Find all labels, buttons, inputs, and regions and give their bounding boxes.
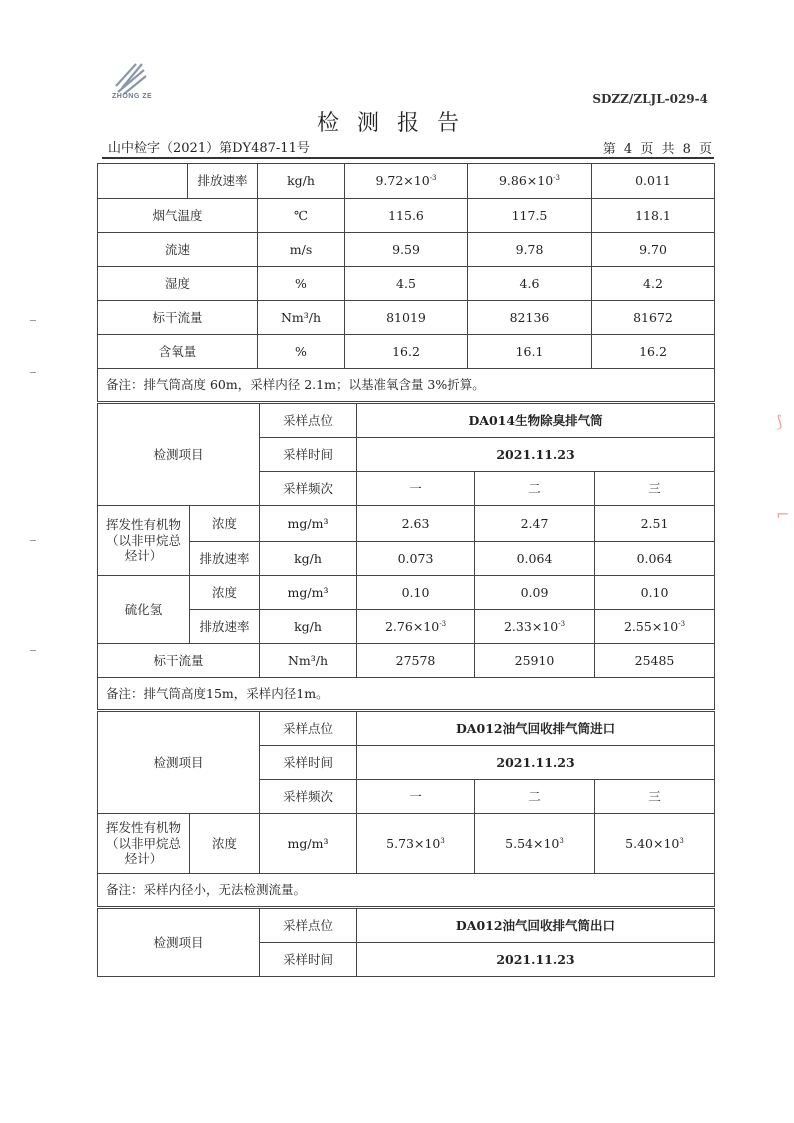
value-cell: 0.073 <box>357 542 475 576</box>
value-cell: $5.54\times 10^3$ <box>475 814 595 874</box>
time-value: 2021.11.23 <box>357 746 715 780</box>
unit-cell: % <box>258 335 345 369</box>
value-cell: 16.2 <box>345 335 468 369</box>
value-cell: 118.1 <box>592 199 715 233</box>
unit-cell: kg/h <box>260 542 357 576</box>
table-row <box>98 542 715 576</box>
value-cell: 82136 <box>468 301 592 335</box>
seal-fragment: ⌐ <box>776 505 790 524</box>
table-row <box>98 233 715 267</box>
table-row <box>98 712 715 746</box>
value-cell: 4.5 <box>345 267 468 301</box>
unit-cell: kg/h <box>258 164 345 199</box>
note-text: 备注：排气筒高度15m，采样内径1m。 <box>98 678 715 710</box>
time-label: 采样时间 <box>260 438 357 472</box>
freq-label: 采样频次 <box>260 472 357 506</box>
note-row <box>98 874 715 907</box>
unit-cell: mg/m³ <box>260 576 357 610</box>
note-row <box>98 678 715 710</box>
table-row <box>98 610 715 644</box>
value-cell: 9.70 <box>592 233 715 267</box>
voc-label: 挥发性有机物（以非甲烷总烃计） <box>98 506 190 576</box>
margin-tick <box>30 650 36 651</box>
da014-table <box>97 403 715 710</box>
unit-cell: kg/h <box>260 610 357 644</box>
freq-label: 采样频次 <box>260 780 357 814</box>
value-cell: $9.72\times 10^{-3}$ <box>345 164 468 199</box>
continuation-table <box>97 163 715 402</box>
table-row <box>98 576 715 610</box>
value-cell: 0.09 <box>475 576 595 610</box>
rate-label: 排放速率 <box>190 542 260 576</box>
table-row <box>98 335 715 369</box>
row-label: 排放速率 <box>188 164 258 199</box>
value-cell: $2.33\times 10^{-3}$ <box>475 610 595 644</box>
table-row <box>98 909 715 943</box>
unit-cell: % <box>258 267 345 301</box>
value-cell: 25910 <box>475 644 595 678</box>
time-value: 2021.11.23 <box>357 438 715 472</box>
voc-label: 挥发性有机物（以非甲烷总烃计） <box>98 814 190 874</box>
logo-text: ZHONG ZE <box>112 93 153 100</box>
row-label: 含氧量 <box>98 335 258 369</box>
flow-label: 标干流量 <box>98 644 260 678</box>
item-label: 检测项目 <box>98 404 260 506</box>
value-cell: $9.86\times 10^{-3}$ <box>468 164 592 199</box>
rate-label: 排放速率 <box>190 610 260 644</box>
margin-tick <box>30 540 36 541</box>
report-number: 山中检字（2021）第DY487-11号 <box>108 141 310 156</box>
note-text: 备注：排气筒高度 60m，采样内径 2.1m；以基准氧含量 3%折算。 <box>98 369 715 402</box>
item-label: 检测项目 <box>98 909 260 977</box>
value-cell: 16.1 <box>468 335 592 369</box>
value-cell: 0.064 <box>595 542 715 576</box>
value-cell: 16.2 <box>592 335 715 369</box>
freq-3: 三 <box>595 472 715 506</box>
row-label: 标干流量 <box>98 301 258 335</box>
value-cell: 27578 <box>357 644 475 678</box>
value-cell: 9.59 <box>345 233 468 267</box>
conc-label: 浓度 <box>190 506 260 542</box>
report-sheet <box>97 163 715 977</box>
point-label: 采样点位 <box>260 404 357 438</box>
row-label: 烟气温度 <box>98 199 258 233</box>
da012-inlet-table <box>97 711 715 907</box>
point-value: DA012油气回收排气筒进口 <box>357 712 715 746</box>
table-row <box>98 644 715 678</box>
unit-cell: ℃ <box>258 199 345 233</box>
value-cell: $5.73\times 10^3$ <box>357 814 475 874</box>
value-cell: $2.76\times 10^{-3}$ <box>357 610 475 644</box>
margin-tick <box>30 372 36 373</box>
table-row <box>98 404 715 438</box>
document-number: SDZZ/ZLJL-029-4 <box>592 92 708 106</box>
time-label: 采样时间 <box>260 746 357 780</box>
freq-1: 一 <box>357 780 475 814</box>
point-label: 采样点位 <box>260 712 357 746</box>
da012-outlet-table <box>97 908 715 977</box>
value-cell: 81019 <box>345 301 468 335</box>
freq-2: 二 <box>475 472 595 506</box>
value-cell: 2.63 <box>357 506 475 542</box>
unit-cell: mg/m³ <box>260 506 357 542</box>
value-cell: $5.40\times 10^3$ <box>595 814 715 874</box>
point-label: 采样点位 <box>260 909 357 943</box>
freq-1: 一 <box>357 472 475 506</box>
value-cell: 2.51 <box>595 506 715 542</box>
value-cell: 117.5 <box>468 199 592 233</box>
unit-cell: Nm³/h <box>258 301 345 335</box>
page-title: 检测报告 <box>316 111 477 136</box>
table-row <box>98 267 715 301</box>
value-cell: 4.6 <box>468 267 592 301</box>
table-row <box>98 506 715 542</box>
table-row <box>98 164 715 199</box>
value-cell: 0.10 <box>595 576 715 610</box>
row-label: 湿度 <box>98 267 258 301</box>
value-cell: 0.064 <box>475 542 595 576</box>
item-label: 检测项目 <box>98 712 260 814</box>
value-cell: $2.55\times 10^{-3}$ <box>595 610 715 644</box>
value-cell: 81672 <box>592 301 715 335</box>
value-cell: 25485 <box>595 644 715 678</box>
h2s-label: 硫化氢 <box>98 576 190 644</box>
unit-cell: m/s <box>258 233 345 267</box>
point-value: DA012油气回收排气筒出口 <box>357 909 715 943</box>
value-cell: 0.10 <box>357 576 475 610</box>
table-row <box>98 814 715 874</box>
table-row <box>98 199 715 233</box>
value-cell: 9.78 <box>468 233 592 267</box>
page-indicator: 第 4 页 共 8 页 <box>602 142 712 157</box>
conc-label: 浓度 <box>190 576 260 610</box>
value-cell: 4.2 <box>592 267 715 301</box>
time-label: 采样时间 <box>260 943 357 977</box>
note-text: 备注：采样内径小，无法检测流量。 <box>98 874 715 907</box>
row-label: 流速 <box>98 233 258 267</box>
time-value: 2021.11.23 <box>357 943 715 977</box>
conc-label: 浓度 <box>190 814 260 874</box>
value-cell: 115.6 <box>345 199 468 233</box>
unit-cell: mg/m³ <box>260 814 357 874</box>
header-divider <box>102 157 714 159</box>
point-value: DA014生物除臭排气筒 <box>357 404 715 438</box>
unit-cell: Nm³/h <box>260 644 357 678</box>
margin-tick <box>30 320 36 321</box>
freq-3: 三 <box>595 780 715 814</box>
value-cell: 2.47 <box>475 506 595 542</box>
table-row <box>98 301 715 335</box>
value-cell: 0.011 <box>592 164 715 199</box>
freq-2: 二 <box>475 780 595 814</box>
seal-fragment: ⟆ <box>776 412 783 431</box>
note-row <box>98 369 715 402</box>
